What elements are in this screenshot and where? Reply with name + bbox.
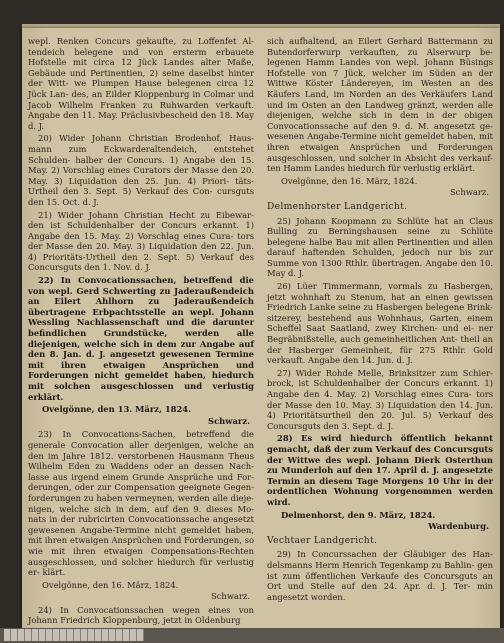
newspaper-page xyxy=(22,28,500,628)
notice-19-text: wepl. Renken Concurs gekaufte, zu Loffenfet Al- tendeich belegene und von ersterm erbauete Hofstelle mit circa 12 Jück Landes alter Maße, Gebäude und Pertinentien, 2) seine daselbst hinter der Witt- we Plumpen Hause belegenen circa 12 Jück Lan- des, an Eilder Kloppenburg in Colmar und Jacob Wilhelm Franken zu Ruhwarden verkauft. Angabe den 11. May. Präclusivbescheid den 18. May d. J. xyxy=(28,36,254,131)
notice-28-signature: Wardenburg. xyxy=(428,521,489,532)
notice-25-text: 25) Johann Koopmann zu Schlüte hat an Claus Bulling zu Berningshausen seine zu Schlüte belegene halbe Bau mit allen Pertinentien und allen darauf haftenden Schulden, jedoch nur bis zur Summe von 1300 Rthlr. übertragen. Angabe den 10. May d. J. xyxy=(267,215,493,279)
notice-24-text: 24) In Convocationssachen wegen eines von Johann Friedrich Kloppenburg, jetzt in Oldenburg xyxy=(28,604,254,626)
right-column xyxy=(267,36,493,620)
left-column xyxy=(28,36,254,626)
notice-27-text: 27) Wider Rohde Melle, Brinksitzer zum Schier- brock, ist Schuldenhalber der Concurs erkannt. 1) Angabe den 4. May. 2) Vorschlag eines Cura- tors der Masse den 10. May. 3) Liquidation den 14. Jun. 4) Prioritätsurtheil den 20. Jul. 5) Verkauf des Concursguts den 3. Sept. d. J. xyxy=(267,367,493,431)
notice-20-text: 20) Wider Johann Christian Brodenhof, Haus- mann zum Eckwarderaltendeich, entstehet Schulden- halber der Concurs. 1) Angabe den 15. May. 2) Vorschlag eines Curators der Masse den 20. May. 3) Liquidation den 25. Jun. 4) Priori- täts-Urtheil den 3. Sept. 5) Verkauf des Con- cursguts den 15. Oct. d. J. xyxy=(28,133,254,207)
notice-24-signature: Schwarz. xyxy=(449,187,489,198)
notice-22-text: 22) In Convocationssachen, betreffend die von wepl. Gerd Schwerting zu Jaderaußendeich an Eilert Ahlhorn zu Jaderaußendeich übertragene Erbpachtsstelle an wepl. Johann Wessling Nachlassenschaft und die darunter befindlichen Grundstücke, werden alle diejenigen, welche sich in dem zur Angabe auf den 8. Jan. d. J. angesetzt gewesenen Termine mit ihren etwaigen Ansprüchen und Forderungen nicht gemeldet haben, hiedurch mit solchen ausgeschlossen und verlustig erklärt. xyxy=(28,275,254,402)
notice-21-text: 21) Wider Johann Christian Hecht zu Eibewar- den ist Schuldenhalber der Concurs erkannt. 1) Angabe den 15. May. 2) Vorschlag eines Cura- tors der Masse den 20. May. 3) Liquidation den 22. Jun. 4) Prioritäts-Urtheil den 2. Sept. 5) Verkauf des Concursguts den 1. Nov. d. J. xyxy=(28,209,254,273)
notice-22-dateline: Ovelgönne, den 13. März, 1824. xyxy=(42,404,192,415)
notice-24-continued-text: sich aufhaltend, an Eilert Gerhard Battermann zu Butendorferwurp verkauften, zu Alserwurp be- legenen Hamm Landes von wepl. Johann Büsings Hofstelle von 7 Jück, welcher im Süden an der Wittwe Köster Ländereyen, im Westen an des Käufers Land, im Norden an des Verkäufers Land und im Osten an den Landweg gränzt, werden alle diejenigen, welche sich in dem in der obigen Convocationssache auf den 9. d. M. angesetzt ge- wesenen Angabe-Termine nicht gemeldet haben, mit ihren etwaigen Ansprüchen und Forderungen ausgeschlossen, und solcher in Absicht des verkauf- ten Hamm Landes hiedurch für verlustig erklärt. xyxy=(267,36,493,174)
notice-26-text: 26) Lüer Timmermann, vormals zu Hasbergen, jetzt wohnhaft zu Stenum, hat an einen gewissen Friedrich Lanke seine zu Hasbergen belegene Brink- sitzerey, bestehend aus Wohnhaus, Garten, einem Scheffel Saat Saatland, zwey Kirchen- und ei- ner Begräbnißstelle, auch gemeinheitlichen Ant- theil an der Hasberger Gemeinheit, für 275 Rthlr. Gold verkauft. Angabe den 14. Jun. d. J. xyxy=(267,281,493,366)
section-heading-vechta: Vechtaer Landgericht. xyxy=(267,534,378,546)
notice-29-text: 29) In Concurssachen der Gläubiger des Han- delsmanns Herm Henrich Tegenkamp zu Bahlin- gen ist zum öffentlichen Verkaufe des Concursguts an Ort und Stelle auf den 24. Apr. d. J. Ter- min angesetzt worden. xyxy=(267,549,493,602)
section-heading-delmenhorst: Delmenhorster Landgericht. xyxy=(267,200,408,212)
notice-23-dateline: Ovelgönne, den 16. März, 1824. xyxy=(42,579,179,590)
notice-28-text: 28) Es wird hiedurch öffentlich bekannt gemacht, daß der zum Verkauf des Concursguts der Wittwe des wepl. Johann Dierk Osterthun zu Munderloh auf den 17. April d. J. angesetzte Termin an diesem Tage Morgens 10 Uhr in der ordentlichen Wohnung vorgenommen werden wird. xyxy=(267,433,493,507)
notice-23-text: 23) In Convocations-Sachen, betreffend die generale Convocation aller derjenigen, welche an den im Jahre 1812. verstorbenen Hausmann Theus Wilhelm Eden zu Waddens oder an dessen Nach- lasse aus irgend einem Grunde Ansprüche und For- derungen, oder zur Compensation geeignete Gegen- forderungen zu haben vermeynen, werden alle dieje- nigen, welche sich in dem, auf den 9. dieses Mo- nats in der rubricirten Convocationssache angesetzt gewesenen Angabe-Termine nicht gemeldet haben, mit ihren etwaigen Ansprüchen und Forderungen, so wie mit ihren etwaigen Compensations-Rechten ausgeschlossen, und solcher hiedurch für verlustig er- klärt. xyxy=(28,429,254,578)
notice-23-signature: Schwarz. xyxy=(210,591,250,602)
notice-22-signature: Schwarz. xyxy=(208,415,250,426)
notice-28-dateline: Delmenhorst, den 9. März, 1824. xyxy=(281,509,436,520)
scale-ruler xyxy=(4,629,144,641)
notice-24-dateline: Ovelgönne, den 16. März, 1824. xyxy=(281,175,418,186)
